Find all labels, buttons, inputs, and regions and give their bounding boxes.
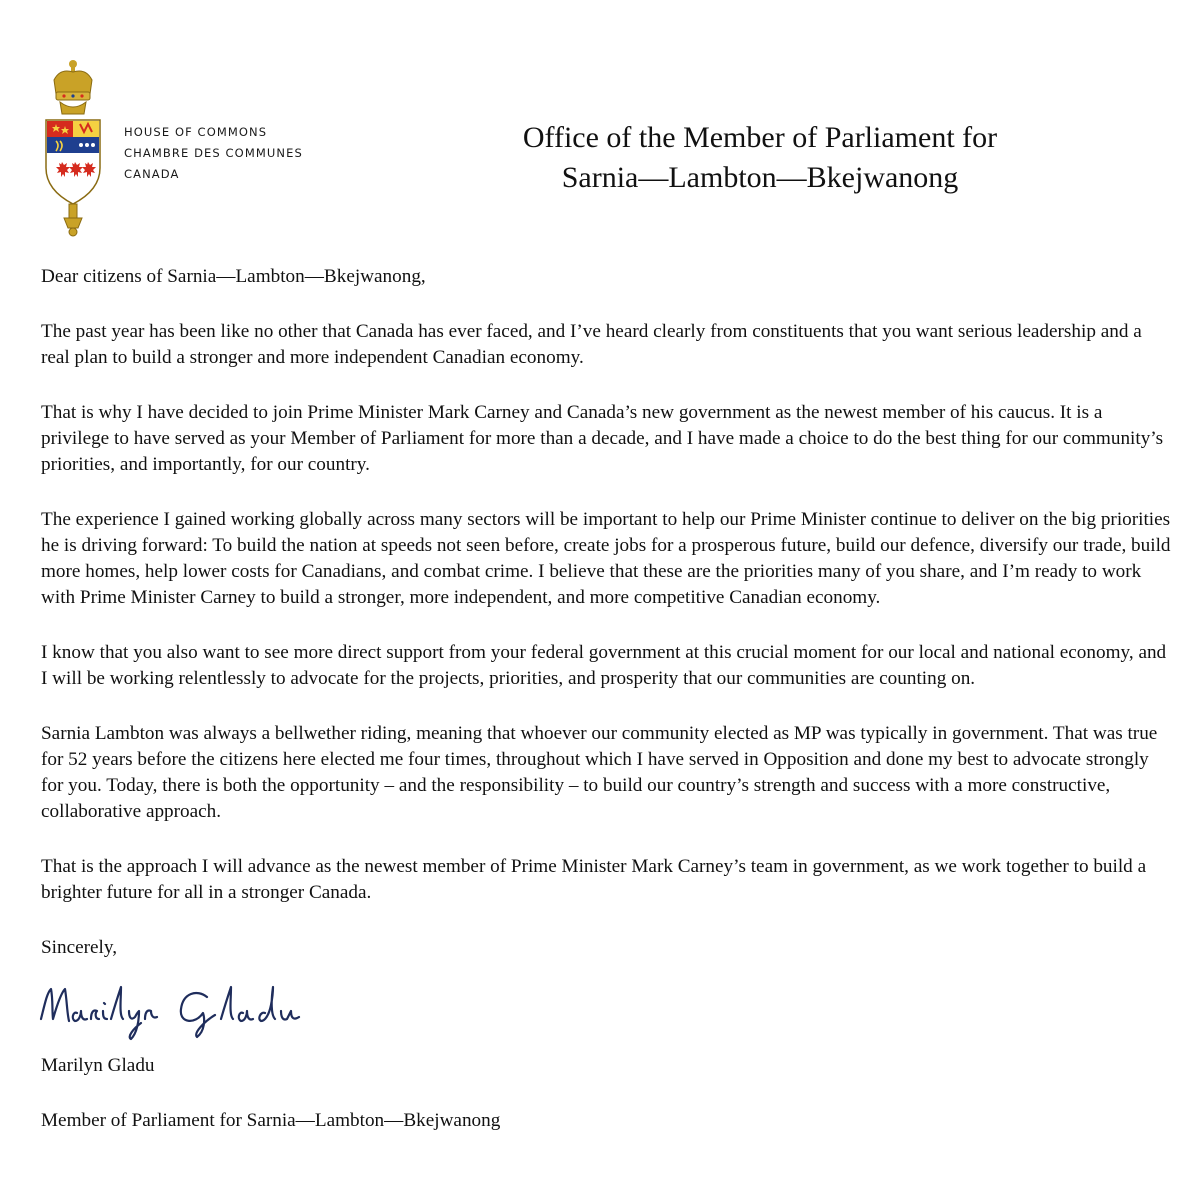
paragraph-1: The past year has been like no other that Canada has ever faced, and I’ve heard clearly from constituents that you want serious leadership and a real plan to build a stronger and more independent Canadian economy.	[41, 321, 1142, 368]
office-title	[420, 118, 1100, 198]
signer-title: Member of Parliament for Sarnia—Lambton—Bkejwanong	[41, 1110, 501, 1131]
closing: Sincerely,	[41, 937, 118, 958]
office-title-line-2: Sarnia—Lambton—Bkejwanong	[561, 161, 959, 194]
institution-line-country: CANADA	[124, 167, 180, 181]
paragraph-6: That is the approach I will advance as the newest member of Prime Minister Mark Carney’s team in government, as we work together to build a brighter future for all in a stronger Canada.	[41, 856, 1147, 903]
paragraph-3: The experience I gained working globally across many sectors will be important to help our Prime Minister continue to deliver on the big priorities he is driving forward: To build the nation at speeds not seen before, create jobs for a prosperous future, build our defence, diversify our trade, build more homes, help lower costs for Canadians, and combat crime. I believe that these are the priorities many of you share, and I’m ready to work with Prime Minister Carney to build a stronger, more independent, and more competitive Canadian economy.	[41, 509, 1171, 608]
handwritten-signature	[37, 975, 337, 1045]
paragraph-2: That is why I have decided to join Prime Minister Mark Carney and Canada’s new government as the newest member of his caucus. It is a privilege to have served as your Member of Parliament for more than a decade, and I have made a choice to do the best thing for our community’s priorities, and importantly, for our country.	[41, 402, 1164, 475]
institution-line-fr: CHAMBRE DES COMMUNES	[124, 146, 303, 160]
office-title-line-1: Office of the Member of Parliament for	[522, 121, 998, 154]
paragraph-4: I know that you also want to see more direct support from your federal government at this crucial moment for our local and national economy, and I will be working relentlessly to advocate for the projects, priorities, and prosperity that our communities are counting on.	[41, 642, 1167, 689]
letterhead-left	[40, 58, 370, 238]
paragraph-5: Sarnia Lambton was always a bellwether riding, meaning that whoever our community elected as MP was typically in government. That was true for 52 years before the citizens here elected me four times, throughout which I have served in Opposition and done my best to advocate strongly for you. Today, there is both the opportunity – and the responsibility – to build our country’s strength and success with a more constructive, collaborative approach.	[41, 723, 1158, 822]
salutation: Dear citizens of Sarnia—Lambton—Bkejwanong,	[41, 266, 426, 287]
institution-line-en: HOUSE OF COMMONS	[124, 125, 268, 139]
letter-body	[41, 264, 1171, 1163]
signer-name: Marilyn Gladu	[41, 1055, 155, 1076]
institution-name	[124, 122, 303, 185]
house-of-commons-crest-icon	[40, 58, 106, 238]
